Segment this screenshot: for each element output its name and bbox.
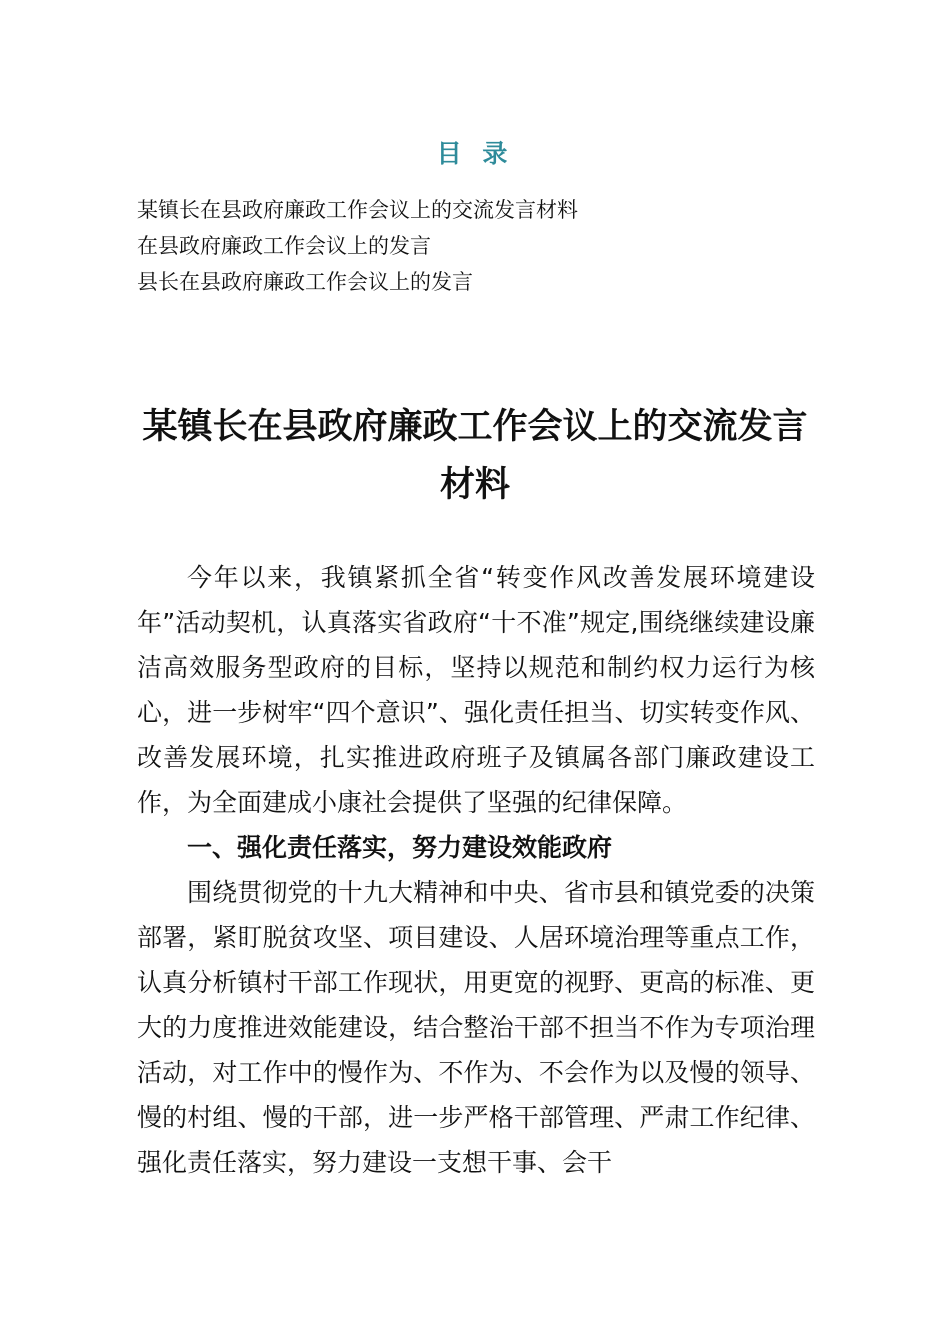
toc-item[interactable]: 县长在县政府廉政工作会议上的发言 [137,270,473,294]
body-paragraph: 围绕贯彻党的十九大精神和中央、省市县和镇党委的决策部署，紧盯脱贫攻坚、项目建设、人居环境治理等重点工作，认真分析镇村干部工作现状，用更宽的视野、更高的标准、更大的力度推进效能建设，结合整治干部不担当不作为专项治理活动，对工作中的慢作为、不作为、不会作为以及慢的领导、慢的村组、慢的干部，进一步严格干部管理、严肃工作纪律、强化责任落实，努力建设一支想干事、会干 [137,878,815,1177]
body-paragraph: 今年以来，我镇紧抓全省“转变作风改善发展环境建设年”活动契机，认真落实省政府“十不准”规定,围绕继续建设廉洁高效服务型政府的目标，坚持以规范和制约权力运行为核心，进一步树牢“四个意识”、强化责任担当、切实转变作风、改善发展环境，扎实推进政府班子及镇属各部门廉政建设工作，为全面建成小康社会提供了坚强的纪律保障。 [137,563,815,817]
section-heading: 一、强化责任落实，努力建设效能政府 [187,833,613,862]
toc-title: 目 录 [436,139,514,168]
toc-item[interactable]: 某镇长在县政府廉政工作会议上的交流发言材料 [137,198,578,222]
article-title: 某镇长在县政府廉政工作会议上的交流发言材料 [142,407,808,505]
article-body [137,555,815,1185]
toc-item[interactable]: 在县政府廉政工作会议上的发言 [137,234,431,258]
toc-list [137,192,837,300]
